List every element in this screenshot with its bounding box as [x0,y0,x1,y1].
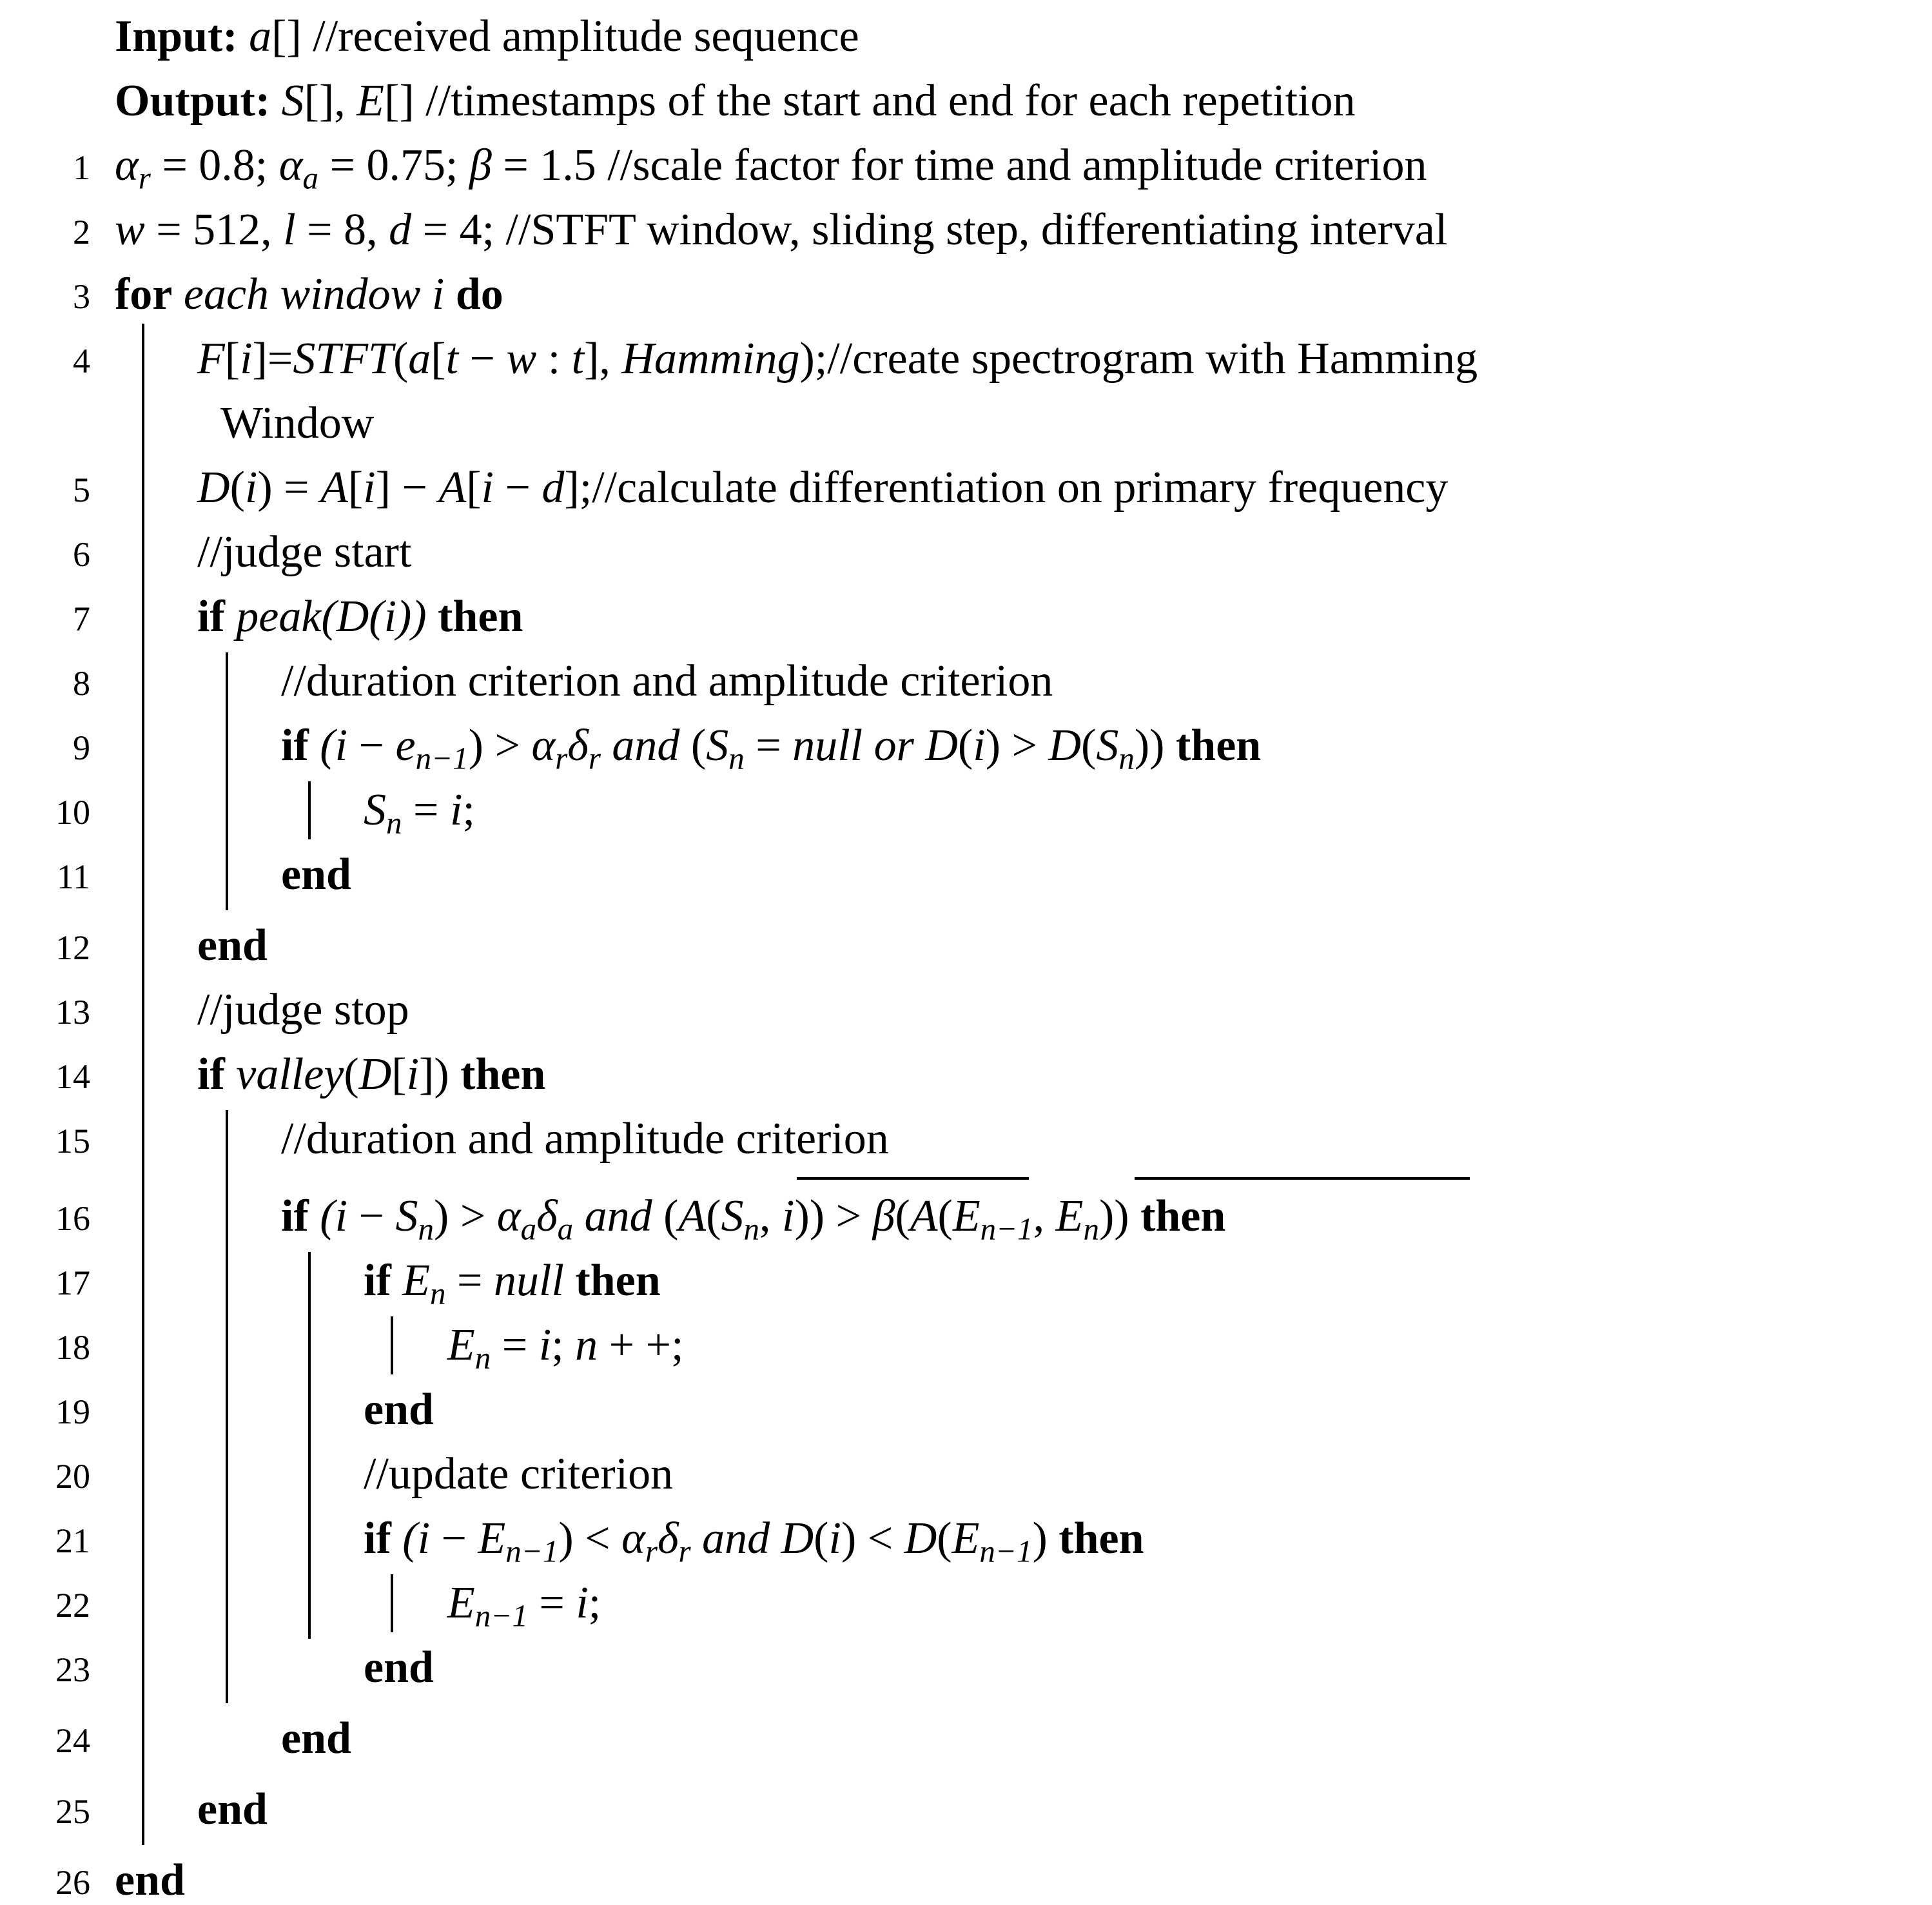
line-number: 12 [55,928,90,967]
line-number: 1 [73,148,90,187]
line-number: 5 [73,471,90,509]
line-number: 21 [55,1521,90,1560]
line-number: 26 [55,1863,90,1902]
output-label: Output: [115,76,271,126]
line-number: 20 [55,1457,90,1496]
code-line: //duration and amplitude criterion [281,1114,889,1164]
code-line: if $(i - E_{n-1}) < \alpha_r\delta_r$ and $D(i) < D(E_{n-1})$ then [364,1514,1144,1569]
code-line: $E_n = i$; n + +; [447,1320,684,1376]
code-line: //duration criterion and amplitude criterion [281,656,1053,706]
block-bar-if-null [391,1316,393,1374]
line-number: 15 [55,1122,90,1160]
output-line: Output: S[], E[] //timestamps of the start and end for each repetition [115,76,1356,126]
code-line-continuation: Window [220,398,375,448]
block-bar-if-duration [308,1252,311,1639]
code-line: end [364,1385,434,1434]
line-number: 9 [73,728,90,767]
code-line: if valley(D[i]) then [197,1050,546,1099]
code-line: end [281,1714,351,1763]
code-line: if peak(D(i)) then [197,592,523,641]
code-line: $S_n = i$; [364,785,475,841]
line-number: 11 [57,857,90,896]
code-line: for each window i do [115,269,503,319]
code-line: end [197,1784,268,1834]
input-label: Input: [115,12,238,61]
code-line: end [197,921,268,970]
code-line: F[i]=STFT(a[t − w : t], Hamming);//create spectrogram with Hamming [197,334,1478,384]
input-line: Input: a[] //received amplitude sequence [115,12,859,61]
line-number: 8 [73,664,90,703]
line-number: 13 [55,993,90,1031]
code-line: D(i) = A[i] − A[i − d];//calculate differentiation on primary frequency [197,463,1449,513]
line-number: 24 [55,1721,90,1760]
code-line: if $(i - S_n) > \alpha_a\delta_a$ and ($A(S_n$, $i)) > \beta(A(E_{n-1}$, $E_n$)) then [281,1191,1226,1247]
code-line: //judge stop [197,985,409,1035]
line-number: 23 [55,1650,90,1689]
code-line: end [364,1643,434,1692]
line-number: 7 [73,600,90,638]
code-line: //judge start [197,527,412,577]
overline-mark [797,1177,1029,1180]
block-bar-if-start [308,781,311,839]
code-line: $\alpha_r = 0.8$; $\alpha_a = 0.75$; β = 1.5 //scale factor for time and amplitude criterion [115,141,1427,196]
line-number: 22 [55,1586,90,1625]
code-line: $E_{n-1} = i$; [447,1578,601,1634]
line-number: 4 [73,342,90,380]
line-number: 25 [55,1792,90,1831]
block-bar-if-update [391,1574,393,1632]
line-number: 10 [55,793,90,832]
code-line: //update criterion [364,1449,674,1499]
block-bar-if-valley [226,1110,228,1703]
line-number: 14 [55,1057,90,1096]
line-number: 19 [55,1392,90,1431]
code-line: if $(i - e_{n-1}) > \alpha_r\delta_r$ and ($S_n$ = null or $D(i) > D(S_n)$) then [281,721,1262,776]
line-number: 6 [73,535,90,574]
code-line: end [281,850,351,899]
line-number: 16 [55,1199,90,1238]
overline-mark [1135,1177,1470,1180]
code-line: end [115,1855,185,1905]
block-bar-for [142,324,144,1845]
block-bar-if-peak [226,652,228,910]
code-line: if $E_n$ = null then [364,1256,661,1311]
line-number: 18 [55,1328,90,1367]
line-number: 3 [73,277,90,316]
line-number: 17 [55,1264,90,1302]
code-line: w = 512, l = 8, d = 4; //STFT window, sliding step, differentiating interval [115,205,1448,255]
line-number: 2 [73,213,90,251]
